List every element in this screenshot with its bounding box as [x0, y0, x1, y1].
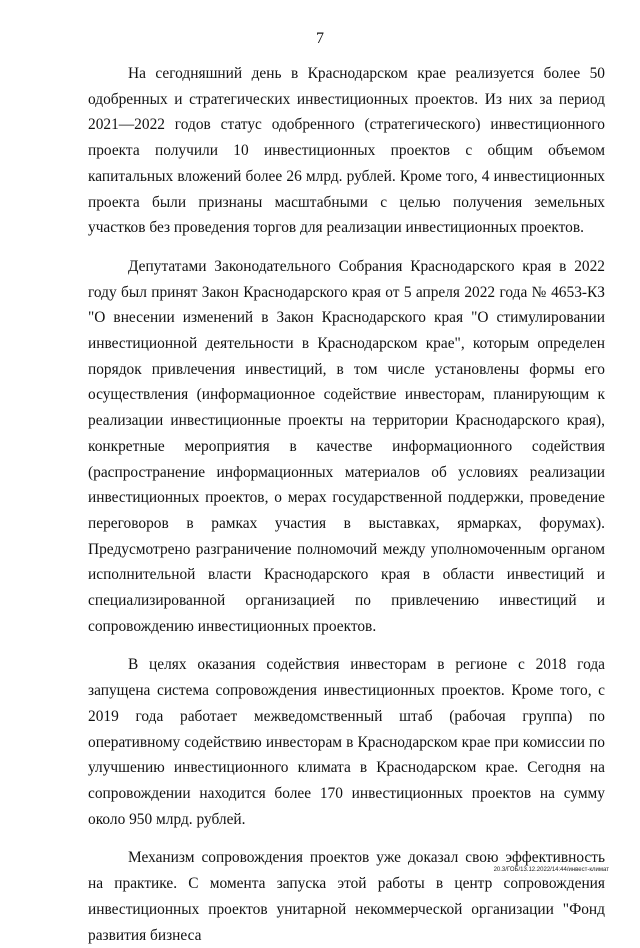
document-footer-code: 20.3/ГОБ/13.12.2022/14:44/инвест-климат	[493, 867, 609, 873]
page-number: 7	[316, 30, 324, 47]
paragraph-law-adoption: Депутатами Законодательного Собрания Краснодарского края в 2022 году был принят Закон Краснодарского края от 5 апреля 2022 года № 4653-КЗ "О внесении изменений в Закон Краснодарского края "О стимулировании инвестиционной деятельности в Краснодарском крае", которым определен порядок привлечения инвестиций, в том числе установлены формы его осуществления (информационное содействие инвесторам, планирующим к реализации инвестиционные проекты на территории Краснодарского края), конкретные мероприятия в качестве информационного содействия (распространение информационных материалов об условиях реализации инвестиционных проектов, о мерах государственной поддержки, проведение переговоров в рамках участия в выставках, ярмарках, форумах). Предусмотрено разграничение полномочий между уполномоченным органом исполнительной власти Краснодарского края в области инвестиций и специализированной организацией по привлечению инвестиций и сопровождению инвестиционных проектов.	[88, 257, 605, 635]
paragraph-support-mechanism: Механизм сопровождения проектов уже доказал свою эффективность на практике. С момента запуска этой работы в центр сопровождения инвестиционных проектов унитарной некоммерческой организации "Фонд развития бизнеса	[88, 849, 605, 944]
document-body	[88, 61, 605, 948]
paragraph-support-system: В целях оказания содействия инвесторам в регионе с 2018 года запущена система сопровождения инвестиционных проектов. Кроме того, с 2019 года работает межведомственный штаб (рабочая группа) по оперативному содействию инвесторам в Краснодарском крае при комиссии по улучшению инвестиционного климата в Краснодарском крае. Сегодня на сопровождении находится более 170 инвестиционных проектов на сумму около 950 млрд. рублей.	[88, 656, 605, 828]
paragraph-investment-projects: На сегодняшний день в Краснодарском крае реализуется более 50 одобренных и стратегических инвестиционных проектов. Из них за период 2021—2022 годов статус одобренного (стратегического) инвестиционного проекта получили 10 инвестиционных проектов с общим объемом капитальных вложений более 26 млрд. рублей. Кроме того, 4 инвестиционных проекта были признаны масштабными с целью получения земельных участков без проведения торгов для реализации инвестиционных проектов.	[88, 65, 605, 237]
